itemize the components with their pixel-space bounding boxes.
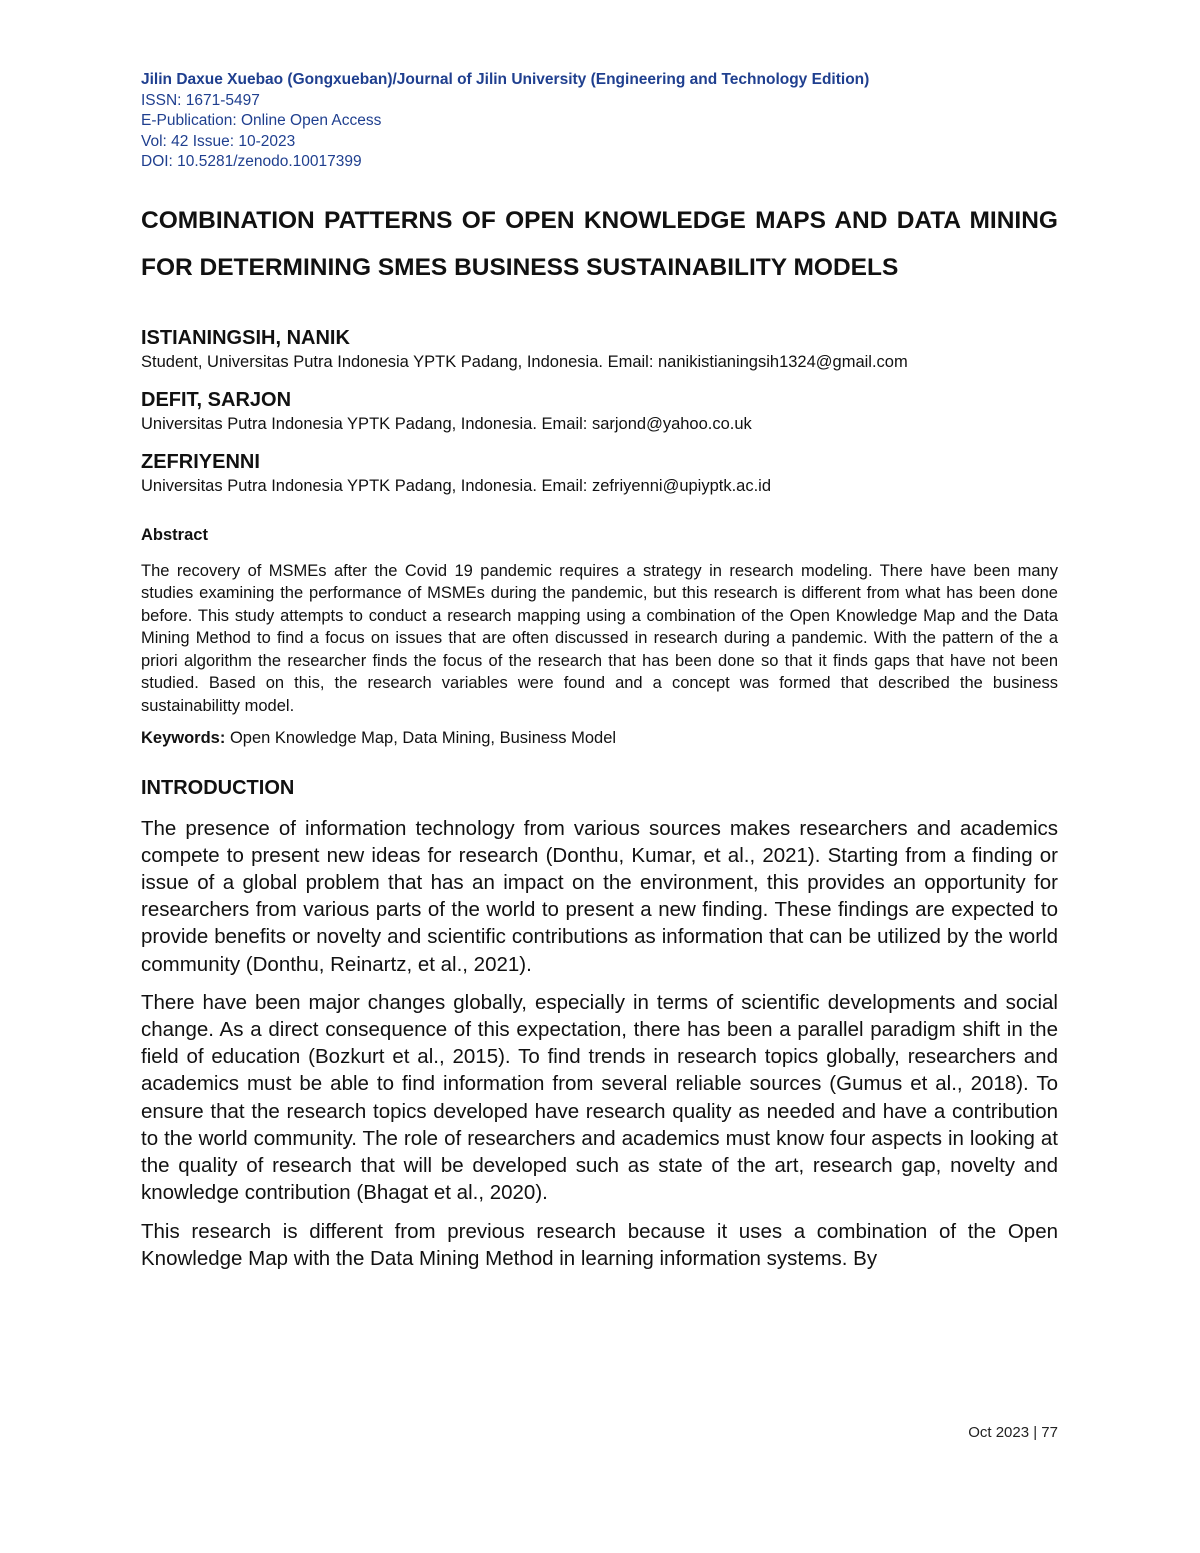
keywords-label: Keywords: (141, 728, 226, 747)
author-affiliation: Universitas Putra Indonesia YPTK Padang, Indonesia. Email: zefriyenni@upiyptk.ac.id (141, 476, 772, 495)
author-block (141, 449, 1058, 497)
author-block (141, 325, 1058, 373)
journal-name: Jilin Daxue Xuebao (Gongxueban)/Journal of Jilin University (Engineering and Technology Edition) (141, 71, 870, 88)
journal-publication: E-Publication: Online Open Access (141, 112, 382, 129)
journal-issn: ISSN: 1671-5497 (141, 91, 260, 109)
body-paragraph: The presence of information technology from various sources makes researchers and academics compete to present new ideas for research (Donthu, Kumar, et al., 2021). Starting from a finding or issue of a global problem that has an impact on the environment, this provides an opportunity for researchers from various parts of the world to present a new finding. These findings are expected to provide benefits or novelty and scientific contributions as information that can be utilized by the world community (Donthu, Reinartz, et al., 2021). (141, 816, 1058, 976)
section-heading-introduction: INTRODUCTION (141, 776, 295, 799)
author-name: ISTIANINGSIH, NANIK (141, 326, 350, 349)
paper-page (141, 70, 1058, 1272)
body-paragraph: There have been major changes globally, especially in terms of scientific developments and social change. As a direct consequence of this expectation, there has been a parallel paradigm shift in the field of education (Bozkurt et al., 2015). To find trends in research topics globally, researchers and academics must be able to find information from several reliable sources (Gumus et al., 2018). To ensure that the research topics developed have research quality as needed and have a contribution to the world community. The role of researchers and academics must know four aspects in looking at the quality of research that will be developed such as state of the art, research gap, novelty and knowledge contribution (Bhagat et al., 2020). (141, 990, 1058, 1205)
page-footer: Oct 2023 | 77 (968, 1424, 1058, 1441)
journal-doi: DOI: 10.5281/zenodo.10017399 (141, 153, 362, 170)
paper-title: COMBINATION PATTERNS OF OPEN KNOWLEDGE MAPS AND DATA MINING FOR DETERMINING SMES BUSINESS SUSTAINABILITY MODELS (141, 206, 1058, 281)
abstract-text: The recovery of MSMEs after the Covid 19 pandemic requires a strategy in research modeling. There have been many studies examining the performance of MSMEs during the pandemic, but this research is different from what has been done before. This study attempts to conduct a research mapping using a combination of the Open Knowledge Map and the Data Mining Method to find a focus on issues that are often discussed in research during a pandemic. With the pattern of the a priori algorithm the researcher finds the focus of the research that has been done so that it finds gaps that have not been studied. Based on this, the research variables were found and a concept was formed that described the business sustainabilitty model. (141, 561, 1058, 716)
author-name: DEFIT, SARJON (141, 388, 292, 411)
abstract-heading: Abstract (141, 525, 208, 544)
keywords (141, 727, 1058, 749)
journal-volume: Vol: 42 Issue: 10-2023 (141, 132, 296, 150)
author-affiliation: Universitas Putra Indonesia YPTK Padang, Indonesia. Email: sarjond@yahoo.co.uk (141, 414, 752, 433)
body-paragraph: This research is different from previous research because it uses a combination of the Open Knowledge Map with the Data Mining Method in learning information systems. By (141, 1219, 1058, 1270)
author-block (141, 387, 1058, 435)
author-affiliation: Student, Universitas Putra Indonesia YPTK Padang, Indonesia. Email: nanikistianingsih1324@gmail.com (141, 352, 908, 371)
keywords-text: Open Knowledge Map, Data Mining, Business Model (225, 728, 617, 747)
author-name: ZEFRIYENNI (141, 450, 260, 473)
journal-header (141, 70, 1058, 173)
